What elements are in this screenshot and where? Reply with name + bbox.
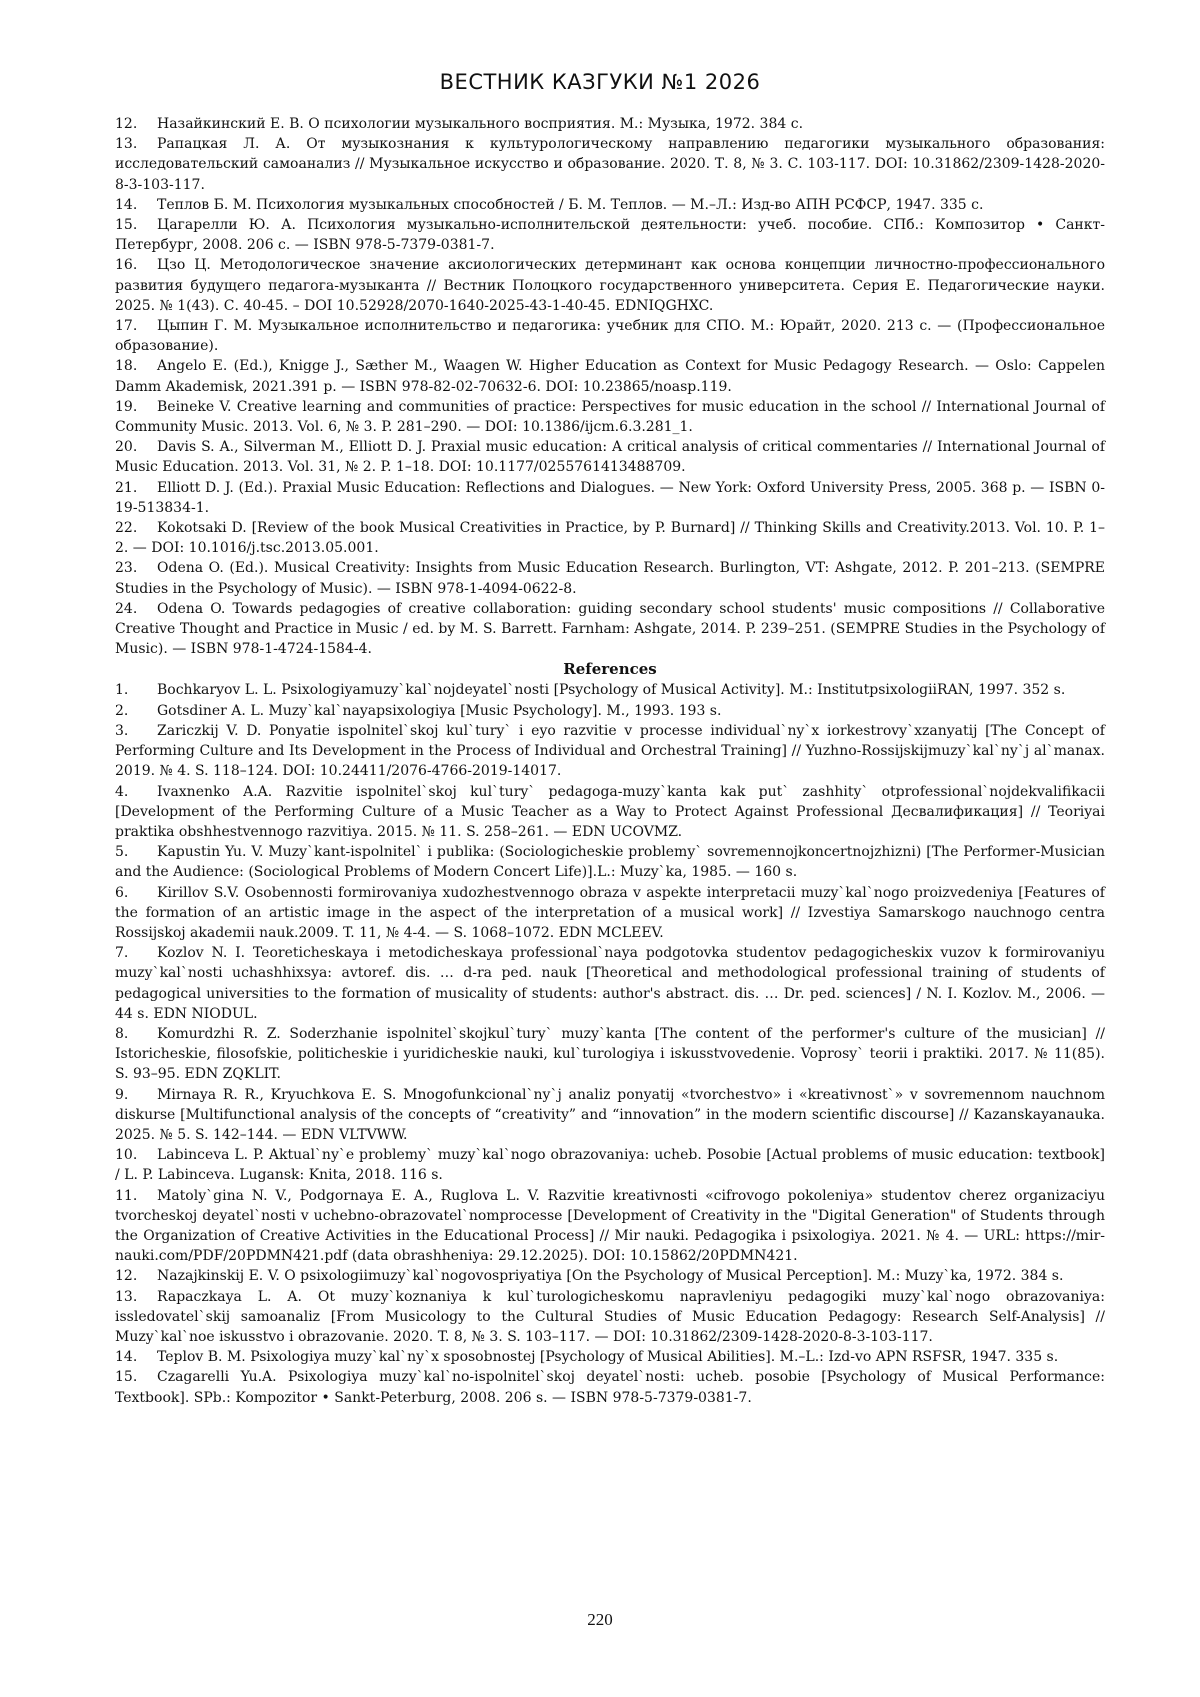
references-heading: References <box>563 660 657 679</box>
reference-text: Teplov B. M. Psixologiya muzy`kal`ny`x sposobnostej [Psychology of Musical Abilities]. M.–L.: Izd-vo APN RSFSR, 1947. 335 s. <box>157 1349 1059 1366</box>
reference-number: 6. <box>115 884 129 901</box>
reference-number: 18. <box>115 358 138 375</box>
reference-item <box>115 1266 1105 1286</box>
reference-item <box>115 1186 1105 1267</box>
reference-text: Davis S. A., Silverman M., Elliott D. J. Praxial music education: A critical analysis of critical commentaries // International Journal of Music Education. 2013. Vol. 31, № 2. P. 1–18. DOI: 10.1177/0255761413488709. <box>115 439 1105 476</box>
reference-text: Rapaczkaya L. A. Ot muzy`koznaniya k kul`turologicheskomu napravleniyu pedagogiki muzy`kal`nogo obrazovaniya: issledovatel`skij samoanaliz [From Musicology to the Cultural Studies of Music Education Pedagogy: Research Self-Analysis] // Muzy`kal`noe iskusstvo i obrazovanie. 2020. T. 8, № 3. S. 103–117. — DOI: 10.31862/2309-1428-2020-8-3-103-117. <box>115 1288 1105 1345</box>
reference-item <box>115 701 1105 721</box>
reference-number: 13. <box>115 1288 138 1305</box>
reference-item <box>115 437 1105 477</box>
reference-text: Odena O. (Ed.). Musical Creativity: Insights from Music Education Research. Burlington, VT: Ashgate, 2012. P. 201–213. (SEMPRE Studies in the Psychology of Music). — ISBN 978-1-4094-0622-8. <box>115 560 1105 597</box>
reference-item <box>115 1347 1105 1367</box>
reference-item <box>115 1085 1105 1146</box>
reference-text: Gotsdiner A. L. Muzy`kal`nayapsixologiya [Music Psychology]. M., 1993. 193 s. <box>157 702 722 719</box>
references-list <box>115 680 1105 1407</box>
reference-item <box>115 943 1105 1024</box>
reference-item <box>115 478 1105 518</box>
reference-number: 1. <box>115 682 129 699</box>
reference-text: Elliott D. J. (Ed.). Praxial Music Education: Reflections and Dialogues. — New York: Oxford University Press, 2005. 368 p. — ISBN 0-19-513834-1. <box>115 479 1105 516</box>
reference-number: 16. <box>115 257 138 274</box>
reference-text: Bochkaryov L. L. Psixologiyamuzy`kal`nojdeyatel`nosti [Psychology of Musical Activity]. M.: InstitutpsixologiiRAN, 1997. 352 s. <box>157 682 1066 699</box>
reference-text: Labinceva L. P. Aktual`ny`e problemy` muzy`kal`nogo obrazovaniya: ucheb. Posobie [Actual problems of music education: textbook] / L. P. Labinceva. Lugansk: Knita, 2018. 116 s. <box>115 1147 1105 1184</box>
reference-number: 17. <box>115 318 138 335</box>
reference-number: 4. <box>115 783 129 800</box>
reference-text: Matoly`gina N. V., Podgornaya E. A., Ruglova L. V. Razvitie kreativnosti «cifrovogo pokoleniya» studentov cherez organizaciyu tvorcheskoj deyatel`nosti v uchebno-obrazovatel`nomprocesse [Development of Creativity in the "Digital Generation" of Students through the Organization of Creative Activities in the Educational Process] // Mir nauki. Pedagogika i psixologiya. 2021. № 4. — URL: https://mir-nauki.com/PDF/20PDMN421.pdf (data obrashheniya: 29.12.2025). DOI: 10.15862/20PDMN421. <box>115 1187 1105 1265</box>
reference-number: 14. <box>115 196 138 213</box>
reference-number: 2. <box>115 702 129 719</box>
reference-text: Angelo E. (Ed.), Knigge J., Sæther M., Waagen W. Higher Education as Context for Music Pedagogy Research. — Oslo: Cappelen Damm Akademisk, 2021.391 p. — ISBN 978-82-02-70632-6. DOI: 10.23865/noasp.119. <box>115 358 1105 395</box>
reference-item <box>115 316 1105 356</box>
reference-item <box>115 1287 1105 1348</box>
references-content <box>115 114 1105 1408</box>
reference-text: Ivaxnenko A.A. Razvitie ispolnitel`skoj kul`tury` pedagoga-muzy`kanta kak put` zashhity` otprofessional`nojdekvalifikacii [Development of the Performing Culture of a Music Teacher as a Way to Protect Against Professional Десвалификация] // Teoriyai praktika obshhestvennogo razvitiya. 2015. № 11. S. 258–261. — EDN UCOVMZ. <box>115 783 1105 840</box>
reference-text: Zariczkij V. D. Ponyatie ispolnitel`skoj kul`tury` i eyo razvitie v processe individual`ny`x iorkestrovy`xzanyatij [The Concept of Performing Culture and Its Development in the Process of Individual and Orchestral Training] // Yuzhno-Rossijskijmuzy`kal`ny`j al`manax. 2019. № 4. S. 118–124. DOI: 10.24411/2076-4766-2019-14017. <box>115 722 1105 780</box>
reference-item <box>115 1145 1105 1185</box>
reference-number: 10. <box>115 1147 138 1164</box>
reference-item <box>115 255 1105 316</box>
journal-title: ВЕСТНИК КАЗГУКИ №1 2026 <box>439 70 761 94</box>
reference-text: Цыпин Г. М. Музыкальное исполнительство и педагогика: учебник для СПО. М.: Юрайт, 2020. 213 с. — (Профессиональное образование). <box>115 318 1105 355</box>
reference-text: Рапацкая Л. А. От музыкознания к культурологическому направлению педагогики музыкального образования: исследовательский самоанализ // Музыкальное искусство и образование. 2020. Т. 8, № 3. С. 103-117. DOI: 10.31862/2309-1428-2020-8-3-103-117. <box>115 136 1105 193</box>
reference-number: 21. <box>115 479 138 496</box>
reference-number: 12. <box>115 116 138 132</box>
reference-item <box>115 1024 1105 1085</box>
reference-text: Цзо Ц. Методологическое значение аксиологических детерминант как основа концепции личностно-профессионального развития будущего педагога-музыканта // Вестник Полоцкого государственного университета. Серия Е. Педагогические науки. 2025. № 1(43). С. 40-45. – DOI 10.52928/2070-1640-2025-43-1-40-45. EDNIQGHXC. <box>115 257 1105 314</box>
reference-item <box>115 1367 1105 1407</box>
reference-item <box>115 599 1105 660</box>
reference-number: 20. <box>115 439 138 456</box>
reference-number: 13. <box>115 136 138 153</box>
reference-number: 5. <box>115 844 129 861</box>
reference-number: 11. <box>115 1187 138 1204</box>
reference-text: Mirnaya R. R., Kryuchkova E. S. Mnogofunkcional`ny`j analiz ponyatij «tvorchestvo» i «kreativnost`» v sovremennom nauchnom diskurse [Multifunctional analysis of the concepts of “creativity” and “innovation” in the modern scientific discourse] // Kazanskayanauka. 2025. № 5. S. 142–144. — EDN VLTVWW. <box>115 1086 1105 1143</box>
reference-number: 15. <box>115 1369 138 1386</box>
reference-number: 23. <box>115 560 138 577</box>
reference-item <box>115 134 1105 195</box>
reference-item <box>115 883 1105 944</box>
reference-item <box>115 842 1105 882</box>
reference-item <box>115 397 1105 437</box>
reference-text: Назайкинский Е. В. О психологии музыкального восприятия. М.: Музыка, 1972. 384 с. <box>157 116 804 132</box>
reference-item <box>115 114 1105 134</box>
reference-text: Czagarelli Yu.A. Psixologiya muzy`kal`no-ispolnitel`skoj deyatel`nosti: ucheb. posobie [Psychology of Musical Performance: Textbook]. SPb.: Kompozitor • Sankt-Peterburg, 2008. 206 s. — ISBN 978-5-7379-0381-7. <box>115 1369 1105 1406</box>
reference-number: 7. <box>115 945 129 962</box>
reference-number: 24. <box>115 600 138 617</box>
reference-number: 14. <box>115 1349 138 1366</box>
reference-text: Kokotsaki D. [Review of the book Musical Creativities in Practice, by P. Burnard] // Thinking Skills and Creativity.2013. Vol. 10. P. 1–2. — DOI: 10.1016/j.tsc.2013.05.001. <box>115 520 1105 557</box>
reference-text: Теплов Б. М. Психология музыкальных способностей / Б. М. Теплов. — М.–Л.: Изд-во АПН РСФСР, 1947. 335 с. <box>157 196 984 213</box>
reference-number: 12. <box>115 1268 138 1285</box>
page-number: 220 <box>587 1610 613 1629</box>
reference-item <box>115 680 1105 700</box>
reference-number: 9. <box>115 1086 129 1103</box>
reference-number: 19. <box>115 398 138 415</box>
reference-number: 3. <box>115 722 129 739</box>
reference-text: Komurdzhi R. Z. Soderzhanie ispolnitel`skojkul`tury` muzy`kanta [The content of the performer's culture of the musician] // Istoricheskie, filosofskie, politicheskie i yuridicheskie nauki, kul`turologiya i iskusstvovedenie. Voprosy` teorii i praktiki. 2017. № 11(85). S. 93–95. EDN ZQKLIT. <box>115 1025 1105 1083</box>
reference-number: 22. <box>115 520 138 537</box>
reference-text: Kozlov N. I. Teoreticheskaya i metodicheskaya professional`naya podgotovka studentov pedagogicheskix vuzov k formirovaniyu muzy`kal`nosti uchashhixsya: avtoref. dis. … d-ra ped. nauk [Theoretical and methodological professional training of students of pedagogical universities to the formation of musicality of students: author's abstract. dis. … Dr. ped. sciences] / N. I. Kozlov. M., 2006. — 44 s. EDN NIODUL. <box>115 945 1105 1022</box>
reference-text: Цагарелли Ю. А. Психология музыкально-исполнительской деятельности: учеб. пособие. СПб.: Композитор • Санкт-Петербург, 2008. 206 с. — ISBN 978-5-7379-0381-7. <box>115 217 1105 254</box>
reference-text: Odena O. Towards pedagogies of creative collaboration: guiding secondary school students' music compositions // Collaborative Creative Thought and Practice in Music / ed. by M. S. Barrett. Farnham: Ashgate, 2014. P. 239–251. (SEMPRE Studies in the Psychology of Music). — ISBN 978-1-4724-1584-4. <box>115 600 1105 658</box>
reference-text: Kirillov S.V. Osobennosti formirovaniya xudozhestvennogo obraza v aspekte interpretacii muzy`kal`nogo proizvedeniya [Features of the formation of an artistic image in the aspect of the interpretation of a musical work] // Izvestiya Samarskogo nauchnogo centra Rossijskoj akademii nauk.2009. T. 11, № 4-4. — S. 1068–1072. EDN MCLEEV. <box>115 884 1105 941</box>
reference-number: 15. <box>115 217 138 234</box>
reference-item <box>115 558 1105 598</box>
reference-item <box>115 721 1105 782</box>
reference-text: Beineke V. Creative learning and communities of practice: Perspectives for music education in the school // International Journal of Community Music. 2013. Vol. 6, № 3. P. 281–290. — DOI: 10.1386/ijcm.6.3.281_1. <box>115 398 1105 436</box>
reference-item <box>115 356 1105 396</box>
reference-item <box>115 215 1105 255</box>
reference-number: 8. <box>115 1025 129 1042</box>
reference-text: Nazajkinskij E. V. O psixologiimuzy`kal`nogovospriyatiya [On the Psychology of Musical Perception]. M.: Muzy`ka, 1972. 384 s. <box>157 1268 1064 1285</box>
reference-text: Kapustin Yu. V. Muzy`kant-ispolnitel` i publika: (Sociologicheskie problemy` sovremennojkoncertnojzhizni) [The Performer-Musician and the Audience: (Sociological Problems of Modern Concert Life)].L.: Muzy`ka, 1985. — 160 s. <box>115 844 1105 881</box>
bibliography-list <box>115 114 1105 659</box>
reference-item <box>115 195 1105 215</box>
reference-item <box>115 518 1105 558</box>
reference-item <box>115 782 1105 843</box>
